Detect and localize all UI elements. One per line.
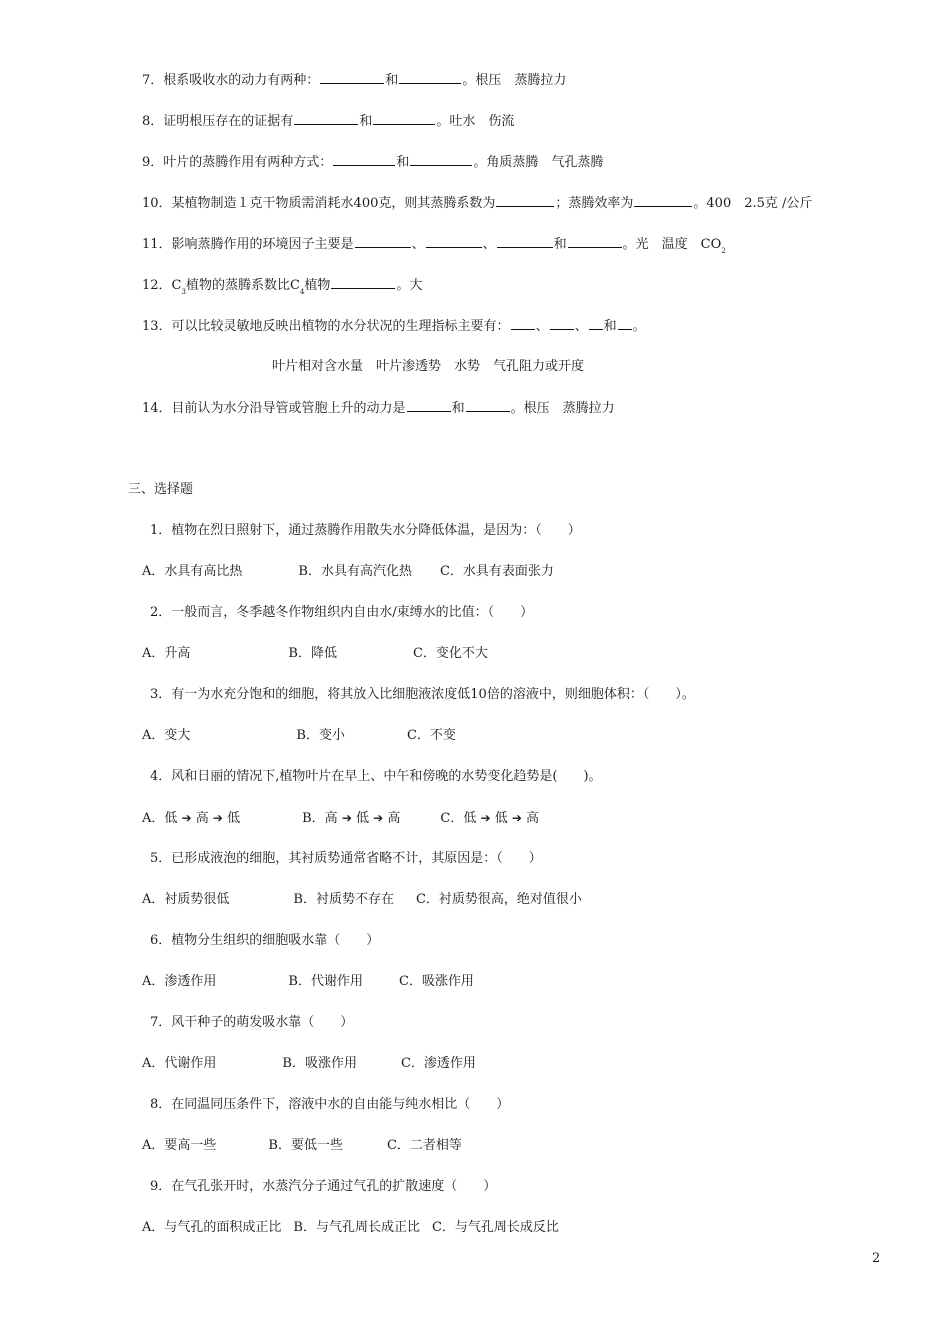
conjunction: 和 (451, 401, 465, 416)
fill-question-9 (142, 153, 603, 172)
subscript: 4 (299, 288, 305, 296)
question-text: 证明根压存在的证据有 (163, 114, 294, 129)
question-number: 14． (142, 401, 172, 416)
option-text: 低 (227, 811, 241, 826)
option-c[interactable]: C．吸涨作用 (398, 974, 474, 989)
option-b[interactable]: B．变小 (296, 728, 345, 743)
question-text: 植物 (304, 278, 331, 293)
question-text: ；蒸腾效率为 (555, 196, 634, 211)
question-number: 8． (142, 114, 164, 129)
option-text: 低 (356, 811, 370, 826)
period: 。 (436, 114, 450, 129)
option-c[interactable]: C．衬质势很高，绝对值很小 (415, 892, 582, 907)
answer-blank (634, 194, 692, 207)
conjunction: 和 (385, 73, 399, 88)
fill-question-7 (142, 71, 566, 90)
question-number: 11． (142, 237, 172, 252)
option-a[interactable]: A．代谢作用 (142, 1056, 217, 1071)
option-a[interactable]: A．要高一些 (142, 1138, 217, 1153)
option-c[interactable]: C．变化不大 (412, 646, 488, 661)
question-text: 5．已形成液泡的细胞，其衬质势通常省略不计，其原因是：（ ） (150, 851, 542, 866)
choice-options-8 (142, 1137, 462, 1155)
period: 。 (510, 401, 524, 416)
option-b[interactable]: B．与气孔周长成正比 (293, 1220, 420, 1235)
option-b[interactable]: B．衬质势不存在 (293, 892, 394, 907)
subscript: 2 (721, 247, 726, 255)
answer-blank (589, 317, 603, 330)
answer-blank (618, 317, 632, 330)
question-number: 13． (142, 319, 172, 334)
section-title (128, 481, 193, 499)
answer-blank (496, 194, 554, 207)
choice-question-3 (150, 686, 695, 704)
choice-options-4 (142, 809, 539, 828)
question-number: 7． (142, 73, 164, 88)
option-text: C．低 (440, 811, 477, 826)
choice-question-9 (150, 1178, 496, 1196)
answer-text-13 (272, 358, 584, 376)
question-text: 8．在同温同压条件下，溶液中水的自由能与纯水相比（ ） (150, 1097, 510, 1112)
answer-text: 叶片相对含水量 叶片渗透势 水势 气孔阻力或开度 (272, 359, 585, 374)
choice-options-6 (142, 973, 474, 991)
option-b[interactable] (302, 811, 400, 826)
choice-options-5 (142, 891, 582, 909)
option-text: 高 (387, 811, 401, 826)
answer-text: 角质蒸腾 气孔蒸腾 (486, 155, 604, 170)
question-number: 12． (142, 278, 172, 293)
answer-text: 吐水 伤流 (449, 114, 515, 129)
answer-blank (331, 276, 395, 289)
separator: 、 (574, 319, 588, 334)
answer-blank (399, 71, 461, 84)
option-b[interactable]: B．要低一些 (268, 1138, 343, 1153)
choice-question-6 (150, 932, 379, 950)
choice-options-3 (142, 727, 456, 745)
right-arrow-icon: ➔ (181, 811, 192, 825)
conjunction: 和 (396, 155, 410, 170)
answer-blank (511, 317, 535, 330)
option-a[interactable] (142, 811, 240, 826)
fill-question-12 (142, 276, 422, 301)
question-text: 可以比较灵敏地反映出植物的水分状况的生理指标主要有： (171, 319, 510, 334)
conjunction: 和 (359, 114, 373, 129)
period: 。 (622, 237, 636, 252)
c-letter: C (171, 278, 182, 293)
right-arrow-icon: ➔ (212, 811, 223, 825)
answer-blank (294, 112, 358, 125)
fill-question-14 (142, 399, 615, 418)
question-text: 2．一般而言，冬季越冬作物组织内自由水/束缚水的比值：（ ） (150, 605, 534, 620)
option-a[interactable]: A．渗透作用 (142, 974, 217, 989)
choice-question-1 (150, 522, 581, 540)
answer-text: 大 (409, 278, 423, 293)
option-a[interactable]: A．变大 (142, 728, 191, 743)
option-b[interactable]: B．降低 (288, 646, 337, 661)
answer-blank (333, 153, 395, 166)
answer-text: 400 2.5克 /公斤 (706, 196, 813, 211)
right-arrow-icon: ➔ (480, 811, 491, 825)
answer-blank (568, 235, 622, 248)
section-title-text: 三、选择题 (128, 482, 194, 497)
period: 。 (632, 319, 646, 334)
choice-question-2 (150, 604, 533, 622)
fill-question-10 (142, 194, 812, 213)
option-c[interactable]: C．二者相等 (386, 1138, 462, 1153)
question-text: 6．植物分生组织的细胞吸水靠（ ） (150, 933, 380, 948)
fill-question-11 (142, 235, 726, 260)
answer-text: 根压 蒸腾拉力 (523, 401, 615, 416)
period: 。 (396, 278, 410, 293)
option-b[interactable]: B．代谢作用 (288, 974, 363, 989)
page-number: 2 (872, 1251, 881, 1266)
fill-question-13 (142, 317, 646, 336)
question-text: 叶片的蒸腾作用有两种方式： (163, 155, 333, 170)
question-text: 植物的蒸腾系数比 (185, 278, 290, 293)
separator: 、 (535, 319, 549, 334)
right-arrow-icon: ➔ (511, 811, 522, 825)
option-c[interactable] (440, 811, 539, 826)
choice-options-1 (142, 563, 554, 581)
option-b[interactable]: B．吸涨作用 (282, 1056, 357, 1071)
right-arrow-icon: ➔ (373, 811, 384, 825)
option-c[interactable]: C．水具有表面张力 (439, 564, 554, 579)
question-text: 某植物制造１克干物质需消耗水400克，则其蒸腾系数为 (171, 196, 496, 211)
question-text: 9．在气孔张开时，水蒸汽分子通过气孔的扩散速度（ ） (150, 1179, 497, 1194)
answer-blank (407, 399, 451, 412)
choice-options-2 (142, 645, 488, 663)
answer-blank (426, 235, 482, 248)
option-text: B．高 (302, 811, 338, 826)
option-b[interactable]: B．水具有高汽化热 (298, 564, 412, 579)
choice-options-9 (142, 1219, 559, 1237)
period: 。 (462, 73, 476, 88)
conjunction: 和 (603, 319, 617, 334)
choice-options-7 (142, 1055, 476, 1073)
answer-blank (550, 317, 574, 330)
fill-question-8 (142, 112, 514, 131)
question-number: 9． (142, 155, 164, 170)
option-c[interactable]: C．渗透作用 (400, 1056, 476, 1071)
answer-blank (410, 153, 472, 166)
choice-question-5 (150, 850, 542, 868)
answer-blank (466, 399, 510, 412)
option-text: A．低 (142, 811, 178, 826)
answer-blank (373, 112, 435, 125)
c-letter: C (289, 278, 300, 293)
question-text: 根系吸收水的动力有两种： (163, 73, 320, 88)
question-text: 3．有一为水充分饱和的细胞，将其放入比细胞液浓度低10倍的溶液中，则细胞体积：（ ）。 (150, 687, 695, 702)
subscript: 3 (181, 288, 186, 296)
question-text: 目前认为水分沿导管或管胞上升的动力是 (171, 401, 406, 416)
choice-question-7 (150, 1014, 353, 1032)
answer-text: 根压 蒸腾拉力 (475, 73, 567, 88)
option-text: 低 (494, 811, 508, 826)
separator: 、 (482, 237, 496, 252)
option-a[interactable]: A．与气孔的面积成正比 (142, 1220, 282, 1235)
period: 。 (473, 155, 487, 170)
answer-blank (355, 235, 411, 248)
question-text: 7．风干种子的萌发吸水靠（ ） (150, 1015, 354, 1030)
question-text: 影响蒸腾作用的环境因子主要是 (171, 237, 354, 252)
option-a[interactable]: A．衬质势很低 (142, 892, 230, 907)
answer-blank (320, 71, 384, 84)
conjunction: 和 (553, 237, 567, 252)
question-text: 1．植物在烈日照射下，通过蒸腾作用散失水分降低体温，是因为：（ ） (150, 523, 581, 538)
choice-question-8 (150, 1096, 509, 1114)
option-text: 高 (526, 811, 540, 826)
option-a[interactable]: A．升高 (142, 646, 191, 661)
right-arrow-icon: ➔ (341, 811, 352, 825)
question-text: 4．风和日丽的情况下,植物叶片在早上、中午和傍晚的水势变化趋势是( )。 (150, 769, 602, 784)
answer-text: 光 温度 CO (635, 237, 722, 252)
question-number: 10． (142, 196, 172, 211)
choice-question-4 (150, 768, 602, 786)
option-c[interactable]: C．与气孔周长成反比 (431, 1220, 559, 1235)
option-a[interactable]: A．水具有高比热 (142, 564, 243, 579)
option-c[interactable]: C．不变 (406, 728, 456, 743)
answer-blank (497, 235, 553, 248)
option-text: 高 (195, 811, 209, 826)
separator: 、 (411, 237, 425, 252)
period: 。 (693, 196, 707, 211)
